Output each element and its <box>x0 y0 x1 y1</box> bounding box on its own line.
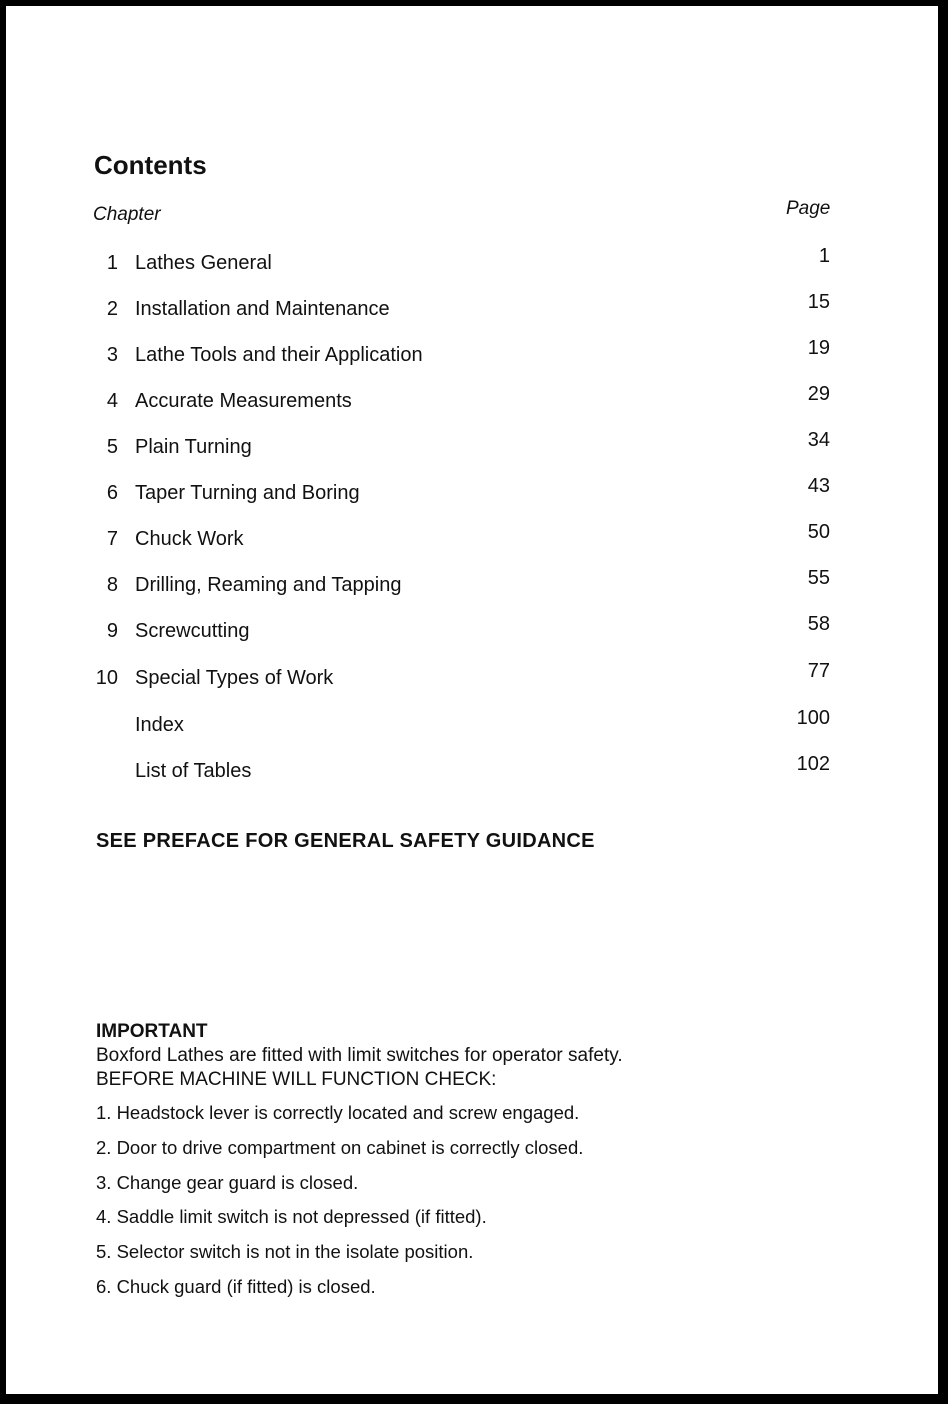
important-intro: Boxford Lathes are fitted with limit switches for operator safety. <box>96 1045 623 1066</box>
toc-chapter-number: 1 <box>106 252 118 274</box>
toc-chapter-number: 8 <box>106 574 118 596</box>
check-item: 4. Saddle limit switch is not depressed (if fitted). <box>96 1206 487 1228</box>
safety-notice: SEE PREFACE FOR GENERAL SAFETY GUIDANCE <box>96 830 595 852</box>
toc-page-number: 19 <box>807 337 830 359</box>
chapter-column-header: Chapter <box>93 204 161 225</box>
toc-page-number: 43 <box>807 475 830 497</box>
toc-chapter-title: Installation and Maintenance <box>135 298 390 320</box>
toc-entry <box>6 337 938 374</box>
toc-chapter-title: Index <box>135 714 184 736</box>
toc-page-number: 1 <box>818 245 830 267</box>
document-page <box>6 6 938 1394</box>
toc-chapter-title: Accurate Measurements <box>135 390 352 412</box>
toc-entry <box>6 567 938 604</box>
check-item: 6. Chuck guard (if fitted) is closed. <box>96 1275 376 1297</box>
toc-page-number: 29 <box>807 383 830 405</box>
toc-entry <box>6 521 938 558</box>
toc-chapter-number: 2 <box>106 298 118 320</box>
check-item: 3. Change gear guard is closed. <box>96 1171 359 1193</box>
toc-chapter-title: List of Tables <box>135 760 252 782</box>
toc-chapter-title: Chuck Work <box>135 528 244 550</box>
toc-chapter-number: 7 <box>106 528 118 550</box>
toc-chapter-number: 9 <box>106 620 118 642</box>
check-item: 2. Door to drive compartment on cabinet is correctly closed. <box>96 1136 584 1158</box>
toc-chapter-number: 5 <box>106 436 118 458</box>
toc-entry <box>6 245 938 282</box>
toc-chapter-number: 4 <box>106 390 118 412</box>
toc-page-number: 100 <box>796 707 830 729</box>
toc-chapter-title: Taper Turning and Boring <box>135 482 360 504</box>
toc-page-number: 58 <box>807 613 830 635</box>
check-item: 1. Headstock lever is correctly located and screw engaged. <box>96 1102 580 1123</box>
toc-page-number: 15 <box>807 291 830 313</box>
toc-chapter-number: 10 <box>95 667 118 689</box>
important-notice <box>96 1020 623 1092</box>
toc-page-number: 77 <box>807 660 830 682</box>
safety-check-list <box>96 1102 583 1311</box>
toc-page-number: 50 <box>807 521 830 543</box>
toc-page-number: 102 <box>796 753 830 775</box>
toc-chapter-number: 6 <box>106 482 118 504</box>
page-column-header: Page <box>786 198 831 219</box>
toc-chapter-title: Lathe Tools and their Application <box>135 344 423 366</box>
toc-chapter-title: Screwcutting <box>135 620 250 642</box>
toc-entry <box>6 613 938 650</box>
toc-entry <box>6 383 938 420</box>
toc-entry <box>6 291 938 328</box>
toc-chapter-title: Drilling, Reaming and Tapping <box>135 574 402 596</box>
check-item: 5. Selector switch is not in the isolate position. <box>96 1241 474 1263</box>
important-heading: IMPORTANT <box>96 1021 208 1042</box>
toc-entry <box>6 753 938 790</box>
important-check-heading: BEFORE MACHINE WILL FUNCTION CHECK: <box>96 1069 497 1090</box>
toc-page-number: 34 <box>807 429 830 451</box>
contents-title: Contents <box>94 150 207 180</box>
toc-chapter-title: Special Types of Work <box>135 667 334 689</box>
toc-entry <box>6 429 938 466</box>
toc-entry <box>6 475 938 512</box>
toc-page-number: 55 <box>807 567 830 589</box>
toc-entry <box>6 707 938 744</box>
toc-chapter-number: 3 <box>106 344 118 366</box>
toc-entry <box>6 660 938 697</box>
toc-chapter-title: Plain Turning <box>135 436 252 458</box>
toc-chapter-title: Lathes General <box>135 252 272 274</box>
